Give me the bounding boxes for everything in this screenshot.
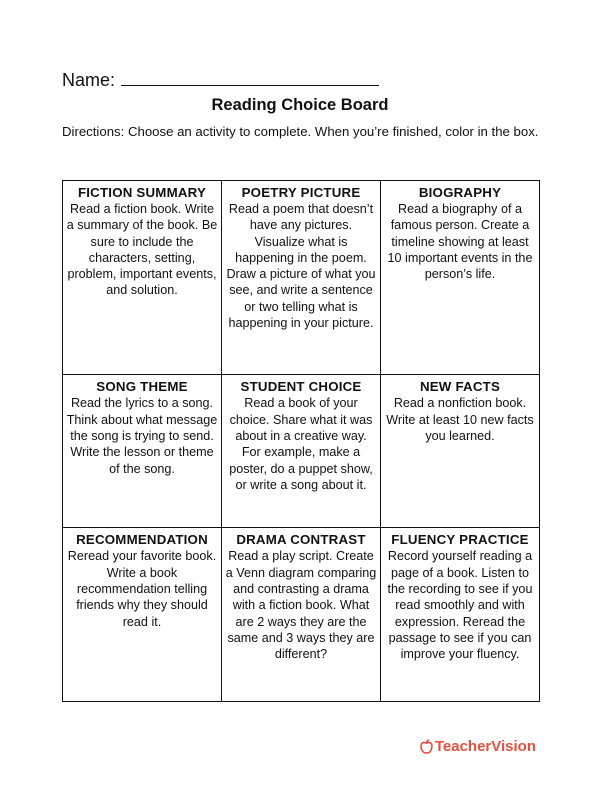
page-title: Reading Choice Board: [211, 96, 389, 114]
board-cell-new-facts: [381, 375, 540, 528]
board-cell-drama-contrast: [222, 528, 381, 702]
cell-title: FLUENCY PRACTICE: [391, 532, 529, 548]
cell-title: STUDENT CHOICE: [240, 379, 362, 395]
cell-text: Read a book of your choice. Share what it was about in a creative way. For example, make a poster, do a puppet show, or write a song about it.: [229, 396, 373, 492]
cell-title: RECOMMENDATION: [76, 532, 208, 548]
choice-board: [62, 180, 540, 702]
cell-title: NEW FACTS: [419, 379, 501, 395]
cell-title: POETRY PICTURE: [241, 185, 361, 200]
name-label: Name:: [62, 70, 116, 90]
board-row: [63, 528, 540, 702]
board-row: [63, 375, 540, 528]
name-blank-line: [121, 71, 379, 86]
cell-text: Record yourself reading a page of a book. Listen to the recording to see if you read smoothly and with expression. Reread the passage to see if you can improve your fluency.: [387, 549, 533, 662]
board-cell-recommendation: [63, 528, 222, 702]
board-cell-song-theme: [63, 375, 222, 528]
apple-icon: [420, 739, 433, 754]
cell-text: Read a fiction book. Write a summary of the book. Be sure to include the characters, setting, problem, important events, and solution.: [66, 202, 218, 298]
directions-text: Directions: Choose an activity to complete. When you’re finished, color in the box.: [62, 124, 539, 139]
board-cell-biography: [381, 181, 540, 375]
cell-title: DRAMA CONTRAST: [236, 532, 366, 548]
board-row: [63, 181, 540, 375]
cell-title: FICTION SUMMARY: [77, 185, 207, 200]
cell-text: Read a biography of a famous person. Create a timeline showing at least 10 important events in the person’s life.: [387, 202, 533, 282]
cell-text: Read a poem that doesn’t have any pictures. Visualize what is happening in the poem. Draw a picture of what you see, and write a sentence or two telling what is happening in your picture.: [226, 202, 376, 331]
cell-text: Read a nonfiction book. Write at least 10 new facts you learned.: [386, 396, 534, 443]
logo-text: TeacherVision: [434, 738, 536, 755]
board-cell-fiction-summary: [63, 181, 222, 375]
cell-text: Read the lyrics to a song. Think about what message the song is trying to send. Write the lesson or theme of the song.: [66, 396, 218, 476]
board-cell-fluency-practice: [381, 528, 540, 702]
board-cell-poetry-picture: [222, 181, 381, 375]
cell-text: Reread your favorite book. Write a book recommendation telling friends why they should read it.: [67, 549, 217, 629]
cell-title: BIOGRAPHY: [418, 185, 502, 200]
board-cell-student-choice: [222, 375, 381, 528]
teachervision-logo: [420, 738, 536, 755]
cell-title: SONG THEME: [96, 379, 188, 395]
cell-text: Read a play script. Create a Venn diagram comparing and contrasting a drama with a fiction book. What are 2 ways they are the same and 3 ways they are different?: [225, 549, 377, 662]
name-field: [62, 70, 379, 91]
